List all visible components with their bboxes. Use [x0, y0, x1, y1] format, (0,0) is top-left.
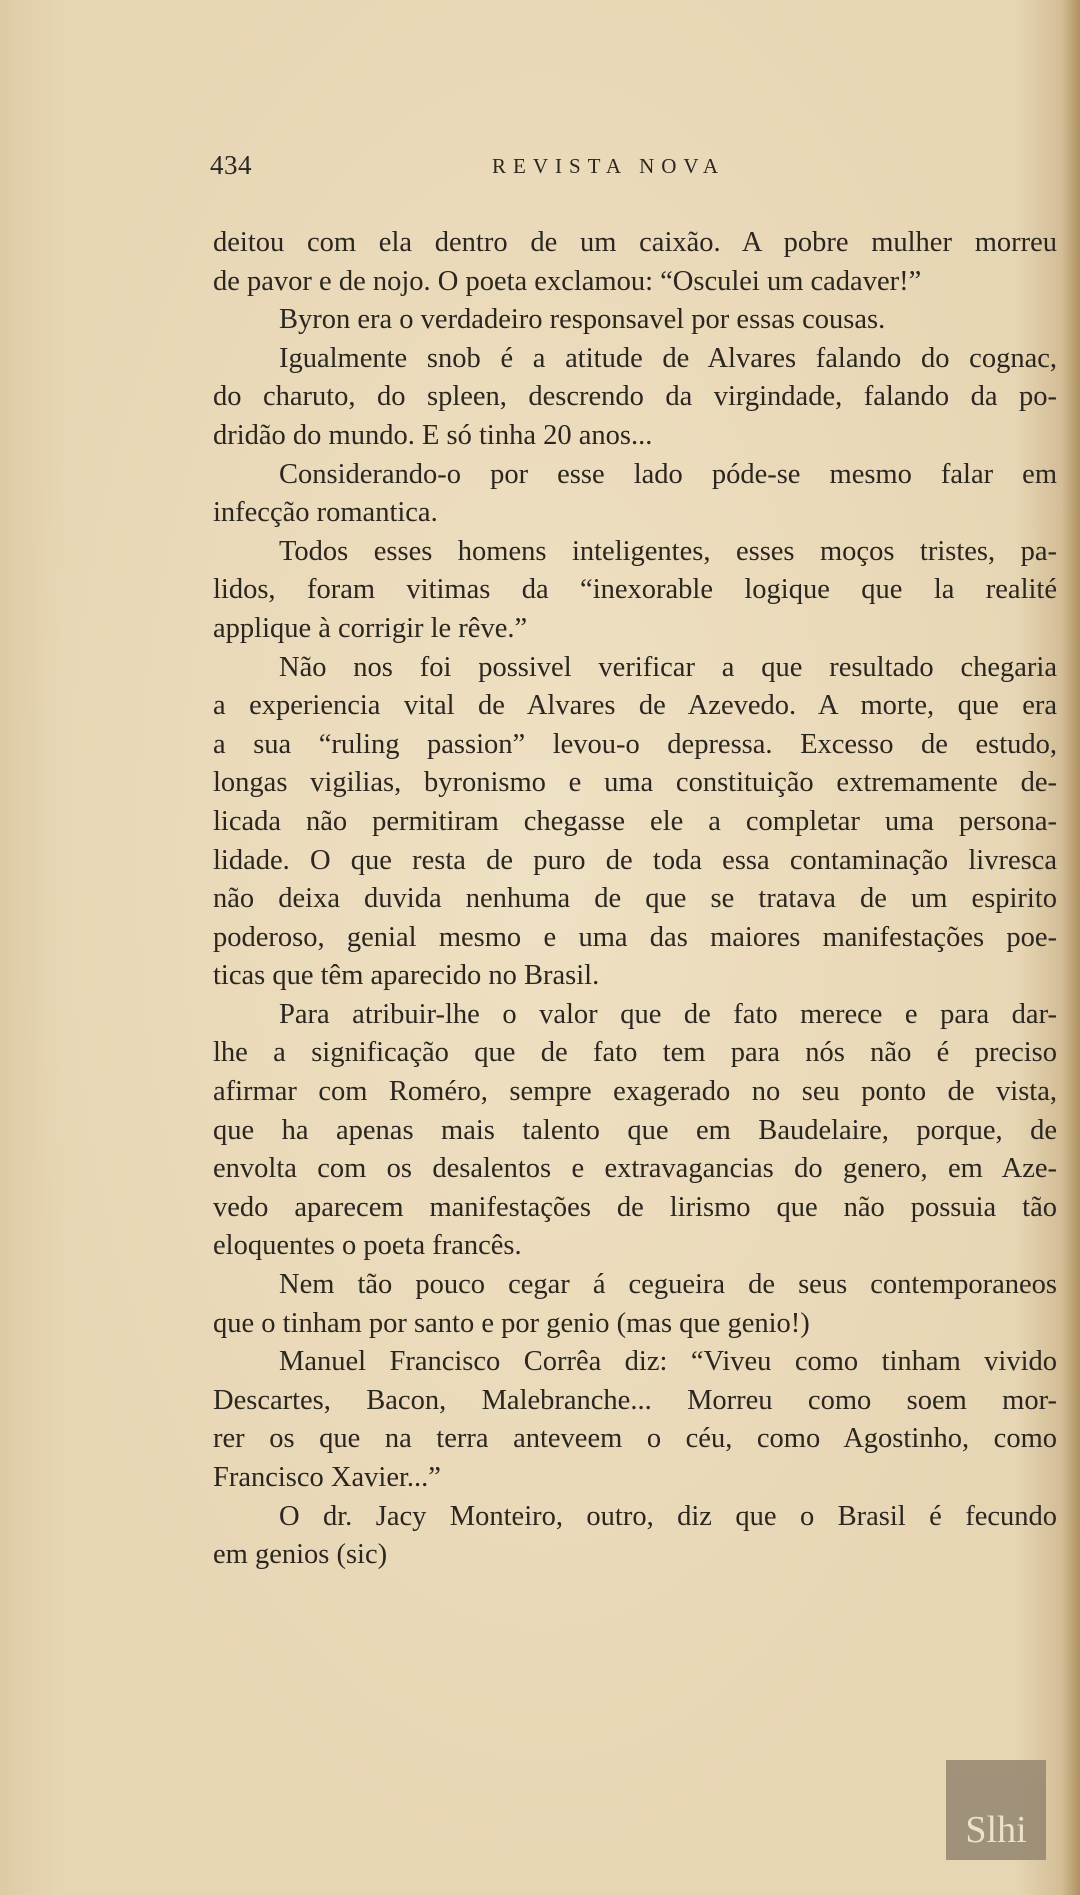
text-line: Nem tão pouco cegar á cegueira de seus contemporaneos	[279, 1269, 1057, 1301]
text-line: que ha apenas mais talento que em Baudelaire, porque, de	[213, 1114, 1057, 1146]
text-line: do charuto, do spleen, descrendo da virgindade, falando da po-	[213, 381, 1057, 413]
running-head	[210, 150, 1062, 186]
text-line: Considerando-o por esse lado póde-se mesmo falar em	[279, 458, 1057, 490]
text-line: não deixa duvida nenhuma de que se tratava de um espirito	[213, 883, 1057, 915]
text-line: ticas que têm aparecido no Brasil.	[213, 960, 600, 992]
text-line: Manuel Francisco Corrêa diz: “Viveu como tinham vivido	[279, 1346, 1057, 1378]
text-line: dridão do mundo. E só tinha 20 anos...	[213, 419, 653, 451]
text-line: a sua “ruling passion” levou-o depressa. Excesso de estudo,	[213, 728, 1057, 760]
text-line: a experiencia vital de Alvares de Azevedo. A morte, que era	[213, 690, 1057, 722]
text-line: longas vigilias, byronismo e uma constituição extremamente de-	[213, 767, 1057, 799]
stamp-logo-text: Slhi	[965, 1809, 1027, 1851]
text-line: de pavor e de nojo. O poeta exclamou: “Osculei um cadaver!”	[213, 265, 922, 297]
text-line: Não nos foi possivel verificar a que resultado chegaria	[279, 651, 1057, 683]
text-line: rer os que na terra anteveem o céu, como Agostinho, como	[213, 1423, 1057, 1455]
text-line: Francisco Xavier...”	[213, 1462, 441, 1493]
page-edge-shadow	[1062, 0, 1080, 1895]
text-line: envolta com os desalentos e extravagancias do genero, em Aze-	[213, 1153, 1057, 1185]
text-line: Byron era o verdadeiro responsavel por essas cousas.	[279, 304, 886, 336]
text-line: em genios (sic)	[213, 1539, 388, 1571]
text-line: applique à corrigir le rêve.”	[213, 612, 528, 644]
library-stamp	[946, 1760, 1046, 1860]
text-line: Todos esses homens inteligentes, esses moços tristes, pa-	[279, 535, 1057, 567]
text-line: lidos, foram vitimas da “inexorable logique que la realité	[213, 574, 1057, 606]
text-line: licada não permitiram chegasse ele a completar uma persona-	[213, 805, 1057, 837]
text-line: eloquentes o poeta francês.	[213, 1230, 522, 1262]
text-line: lhe a significação que de fato tem para nós não é preciso	[213, 1037, 1057, 1069]
text-line: vedo aparecem manifestações de lirismo que não possuia tão	[213, 1191, 1057, 1223]
text-line: O dr. Jacy Monteiro, outro, diz que o Brasil é fecundo	[279, 1500, 1057, 1532]
page-number: 434	[210, 150, 252, 180]
body-text	[213, 224, 1057, 1575]
text-line: poderoso, genial mesmo e uma das maiores manifestações poe-	[213, 921, 1057, 953]
text-line: Para atribuir-lhe o valor que de fato merece e para dar-	[279, 998, 1057, 1030]
text-line: Descartes, Bacon, Malebranche... Morreu como soem mor-	[213, 1384, 1057, 1416]
text-line: deitou com ela dentro de um caixão. A pobre mulher morreu	[213, 227, 1057, 258]
text-line: que o tinham por santo e por genio (mas que genio!)	[213, 1307, 810, 1339]
journal-title: REVISTA NOVA	[492, 154, 726, 178]
text-line: Igualmente snob é a atitude de Alvares falando do cognac,	[279, 342, 1057, 374]
text-line: afirmar com Roméro, sempre exagerado no seu ponto de vista,	[213, 1076, 1057, 1108]
text-line: lidade. O que resta de puro de toda essa contaminação livresca	[213, 844, 1057, 876]
text-line: infecção romantica.	[213, 497, 438, 529]
